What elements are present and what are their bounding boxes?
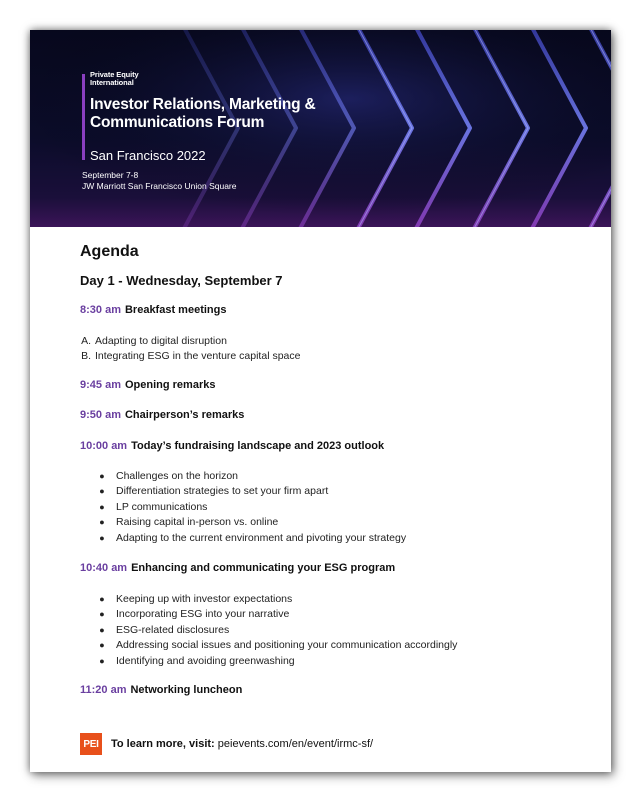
footer-label: To learn more, visit: xyxy=(111,738,215,750)
session-title: Breakfast meetings xyxy=(124,304,227,316)
agenda-page xyxy=(30,30,611,772)
event-dates: September 7-8 xyxy=(82,170,139,180)
list-item: ● Incorporating ESG into your narrative xyxy=(99,608,290,621)
breakfast-topics-list xyxy=(76,334,300,365)
session-title: Today’s fundraising landscape and 2023 outlook xyxy=(131,440,385,452)
session-title: Enhancing and communicating your ESG program xyxy=(131,562,396,574)
list-item: ● Addressing social issues and positioning your communication accordingly xyxy=(99,639,458,652)
event-banner xyxy=(30,30,611,227)
session-fundraising-landscape xyxy=(80,440,384,452)
list-item: ● LP communications xyxy=(99,500,208,513)
list-item: ● ESG-related disclosures xyxy=(99,623,230,636)
list-item: ● Identifying and avoiding greenwashing xyxy=(99,654,295,667)
session-title: Chairperson’s remarks xyxy=(124,409,245,421)
footer-learn-more xyxy=(111,738,373,750)
session-breakfast xyxy=(80,304,226,316)
event-title: Investor Relations, Marketing & Communications Forum xyxy=(90,96,316,131)
session-chairperson-remarks xyxy=(80,409,244,421)
list-item: B. Integrating ESG in the venture capital space xyxy=(81,350,301,363)
fundraising-topics-list xyxy=(88,469,406,546)
event-venue: JW Marriott San Francisco Union Square xyxy=(82,181,237,191)
accent-bar xyxy=(82,74,85,160)
agenda-heading: Agenda xyxy=(80,243,139,260)
session-time: 10:40 am xyxy=(80,562,128,574)
session-title: Opening remarks xyxy=(124,379,216,391)
list-item: ● Keeping up with investor expectations xyxy=(99,593,293,605)
list-item: ● Raising capital in-person vs. online xyxy=(99,516,279,529)
session-esg-program xyxy=(80,562,395,574)
event-url-link[interactable]: peievents.com/en/event/irmc-sf/ xyxy=(217,738,374,750)
event-city-year: San Francisco 2022 xyxy=(90,148,206,163)
session-time: 9:45 am xyxy=(80,379,121,391)
session-networking-luncheon xyxy=(80,684,242,696)
list-item: A. Adapting to digital disruption xyxy=(81,335,227,347)
esg-topics-list xyxy=(88,592,457,669)
list-item: ● Adapting to the current environment and pivoting your strategy xyxy=(99,531,407,544)
session-opening-remarks xyxy=(80,379,215,391)
list-item: ● Differentiation strategies to set your firm apart xyxy=(99,485,329,498)
session-time: 11:20 am xyxy=(80,684,127,696)
day-heading: Day 1 - Wednesday, September 7 xyxy=(80,273,283,288)
list-item: ● Challenges on the horizon xyxy=(99,470,239,482)
session-time: 9:50 am xyxy=(80,409,121,421)
session-time: 10:00 am xyxy=(80,440,128,452)
session-title: Networking luncheon xyxy=(130,684,243,696)
session-time: 8:30 am xyxy=(80,304,121,316)
pei-logo: PEI xyxy=(80,733,102,755)
brand-name: Private Equity International xyxy=(90,70,139,87)
